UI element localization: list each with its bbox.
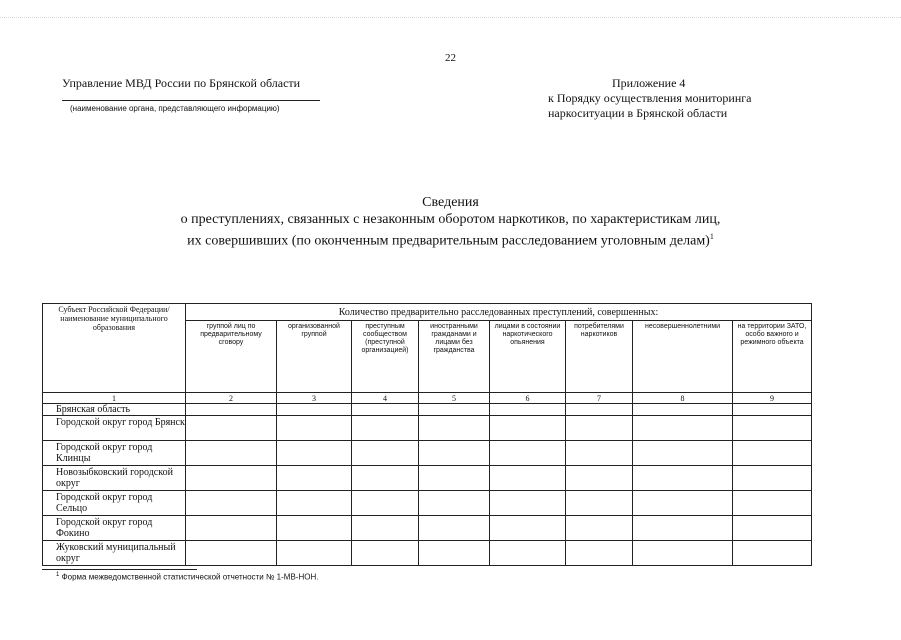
- data-cell: [419, 416, 490, 441]
- data-cell: [419, 541, 490, 566]
- column-number: 1: [43, 393, 186, 404]
- organization-name: Управление МВД России по Брянской области: [62, 76, 301, 90]
- data-cell: [566, 541, 633, 566]
- data-cell: [277, 404, 352, 416]
- footnote-text: Форма межведомственной статистической отчетности № 1-МВ-НОН.: [61, 572, 319, 582]
- data-cell: [733, 416, 812, 441]
- column-number: 7: [566, 393, 633, 404]
- column-number: 5: [419, 393, 490, 404]
- title-line-2: о преступлениях, связанных с незаконным оборотом наркотиков, по характеристикам лиц,: [180, 212, 721, 227]
- header-group-count: Количество предварительно расследованных преступлений, совершенных:: [186, 304, 812, 321]
- data-cell: [277, 491, 352, 516]
- data-cell: [566, 404, 633, 416]
- data-cell: [277, 466, 352, 491]
- data-cell: [633, 516, 733, 541]
- data-cell: [186, 466, 277, 491]
- document-title: [0, 194, 901, 250]
- data-cell: [352, 466, 419, 491]
- crime-statistics-table: [42, 303, 812, 566]
- data-cell: [633, 541, 733, 566]
- data-cell: [419, 466, 490, 491]
- page-number: 22: [445, 52, 456, 64]
- data-cell: [186, 416, 277, 441]
- data-cell: [633, 491, 733, 516]
- data-cell: [419, 516, 490, 541]
- header-col-2: группой лиц по предварительному сговору: [186, 321, 277, 393]
- appendix-line-2: к Порядку осуществления мониторинга: [548, 91, 752, 105]
- region-name: Новозыбковский городской округ: [43, 466, 186, 491]
- header-region: Субъект Российской Федерации/ наименование муниципального образования: [43, 304, 186, 393]
- data-cell: [186, 441, 277, 466]
- data-cell: [566, 466, 633, 491]
- data-cell: [352, 491, 419, 516]
- data-cell: [566, 516, 633, 541]
- table-row: [43, 541, 812, 566]
- table-row: [43, 416, 812, 441]
- data-cell: [352, 404, 419, 416]
- data-cell: [733, 516, 812, 541]
- column-number: 6: [490, 393, 566, 404]
- data-cell: [186, 516, 277, 541]
- data-cell: [733, 541, 812, 566]
- title-footnote-mark: 1: [709, 232, 714, 241]
- region-name: Городской округ город Сельцо: [43, 491, 186, 516]
- column-number: 9: [733, 393, 812, 404]
- data-cell: [733, 491, 812, 516]
- region-name: Городской округ город Фокино: [43, 516, 186, 541]
- data-cell: [633, 466, 733, 491]
- organization-underline: [62, 100, 320, 101]
- footnote: [56, 572, 318, 582]
- data-cell: [186, 541, 277, 566]
- data-cell: [490, 416, 566, 441]
- data-cell: [566, 491, 633, 516]
- data-cell: [566, 416, 633, 441]
- data-cell: [490, 466, 566, 491]
- column-number: 4: [352, 393, 419, 404]
- data-cell: [490, 441, 566, 466]
- header-col-7: потребителями наркотиков: [566, 321, 633, 393]
- data-cell: [566, 441, 633, 466]
- title-line-3: их совершивших (по оконченным предварительным расследованием уголовным делам)$^1$: [187, 232, 714, 249]
- data-cell: [186, 404, 277, 416]
- column-number: 3: [277, 393, 352, 404]
- data-cell: [733, 404, 812, 416]
- data-cell: [277, 441, 352, 466]
- header-col-4: преступным сообществом (преступной организацией): [352, 321, 419, 393]
- column-number: 8: [633, 393, 733, 404]
- footnote-separator: [42, 569, 197, 570]
- data-cell: [733, 466, 812, 491]
- appendix-reference: [548, 76, 751, 121]
- region-name: Жуковский муниципальный округ: [43, 541, 186, 566]
- table-row: [43, 404, 812, 416]
- header-col-6: лицами в состоянии наркотического опьянения: [490, 321, 566, 393]
- data-cell: [633, 441, 733, 466]
- appendix-line-3: наркоситуации в Брянской области: [548, 106, 728, 120]
- column-number: 2: [186, 393, 277, 404]
- data-cell: [186, 491, 277, 516]
- data-cell: [352, 541, 419, 566]
- region-name: Брянская область: [43, 404, 186, 416]
- data-cell: [277, 541, 352, 566]
- data-cell: [277, 516, 352, 541]
- data-cell: [419, 491, 490, 516]
- appendix-number: Приложение 4: [612, 76, 686, 90]
- data-cell: [490, 491, 566, 516]
- organization-caption: (наименование органа, представляющего информацию): [70, 104, 280, 113]
- header-col-5: иностранными гражданами и лицами без гражданства: [419, 321, 490, 393]
- header-col-3: организованной группой: [277, 321, 352, 393]
- data-cell: [490, 541, 566, 566]
- table-row: [43, 441, 812, 466]
- data-cell: [277, 416, 352, 441]
- data-cell: [352, 416, 419, 441]
- footnote-mark: 1: [56, 572, 60, 578]
- data-cell: [633, 404, 733, 416]
- header-col-9: на территории ЗАТО, особо важного и режимного объекта: [733, 321, 812, 393]
- region-name: Городской округ город Клинцы: [43, 441, 186, 466]
- data-cell: [733, 441, 812, 466]
- data-cell: [490, 516, 566, 541]
- data-cell: [352, 441, 419, 466]
- data-cell: [352, 516, 419, 541]
- table-row: [43, 466, 812, 491]
- column-number-row: [43, 393, 812, 404]
- region-name: Городской округ город Брянск: [43, 416, 186, 441]
- title-line-1: Сведения: [422, 195, 479, 210]
- table-row: [43, 491, 812, 516]
- table-row: [43, 516, 812, 541]
- header-col-8: несовершеннолетними: [633, 321, 733, 393]
- data-cell: [419, 404, 490, 416]
- scan-artifact-line: [0, 17, 901, 18]
- data-cell: [419, 441, 490, 466]
- data-cell: [633, 416, 733, 441]
- data-cell: [490, 404, 566, 416]
